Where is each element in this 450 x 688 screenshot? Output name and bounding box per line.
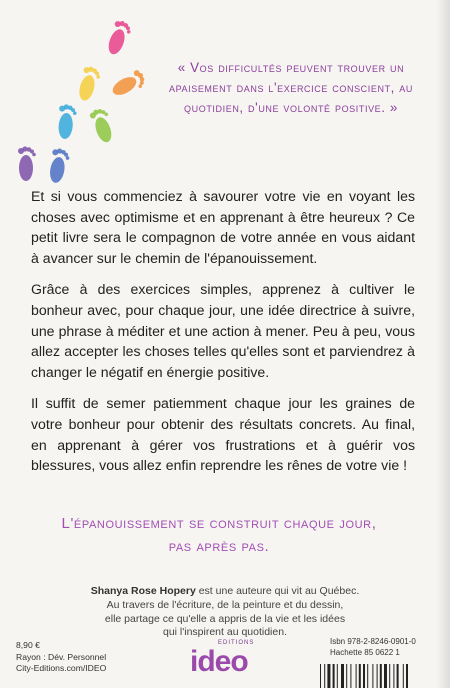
footprint-icon <box>105 19 134 58</box>
tagline: L'épanouissement se construit chaque jour, pas après pas. <box>61 515 377 555</box>
isbn-block <box>330 637 416 658</box>
paragraph-2: Grâce à des exercices simples, apprenez à cultiver le bonheur avec, pour chaque jour, une idée directrice à suivre, une phrase à méditer et une action à mener. Peu à peu, vous allez accepter les choses telles qu'elles sont et parviendrez à changer le négatif en énergie positive. <box>31 281 415 380</box>
quote: « Vos difficultés peuvent trouver un apaisement dans l'exercice conscient, au quotidien, d'une volonté positive. » <box>168 60 414 115</box>
paragraph-3: Il suffit de semer patiemment chaque jour les graines de votre bonheur pour obtenir des résultats concrets. Au final, en apprenant à gérer vos frustrations et à guérir vos blessures, vous allez enfin reprendre les rênes de votre vie ! <box>31 395 415 474</box>
footprints-illustration <box>6 14 146 184</box>
author-bio <box>30 585 420 640</box>
hachette-code: Hachette 85 0622 1 <box>330 647 400 657</box>
bio-line-1: est une auteure qui vit au Québec. <box>198 585 360 597</box>
rayon: Rayon : Dév. Personnel <box>16 651 107 662</box>
footprint-icon <box>76 65 102 103</box>
price: 8,90 € <box>16 640 40 650</box>
bio-line-4: qui l'inspirent au quotidien. <box>162 626 287 639</box>
description <box>31 186 415 487</box>
barcode <box>318 664 430 688</box>
footprint-icon <box>88 106 117 145</box>
isbn: Isbn 978-2-8246-0901-0 <box>330 637 416 646</box>
publisher-small-label: EDITIONS <box>218 640 255 646</box>
footprint-icon <box>18 146 36 181</box>
bio-line-3: elle partage ce qu'elle a appris de la vie et les idées <box>104 612 346 625</box>
footprint-icon <box>109 68 146 101</box>
bio-line-2: Au travers de l'écriture, de la peinture et du dessin, <box>106 598 344 611</box>
footprint-icon <box>57 104 78 140</box>
spine-shadow <box>436 0 450 688</box>
price-block <box>16 640 106 675</box>
website: City-Editions.com/IDEO <box>16 663 107 673</box>
footprint-icon <box>47 147 71 184</box>
author-name: Shanya Rose Hopery <box>90 585 196 597</box>
publisher-name: ideo <box>190 645 248 678</box>
publisher-logo <box>190 636 255 682</box>
paragraph-1: Et si vous commenciez à savourer votre vie en voyant les choses avec optimisme et en apprenant à être heureux ? Ce petit livre sera le compagnon de votre année en vous aidant à avancer sur le chemin de l'épanouissement. <box>31 188 415 266</box>
